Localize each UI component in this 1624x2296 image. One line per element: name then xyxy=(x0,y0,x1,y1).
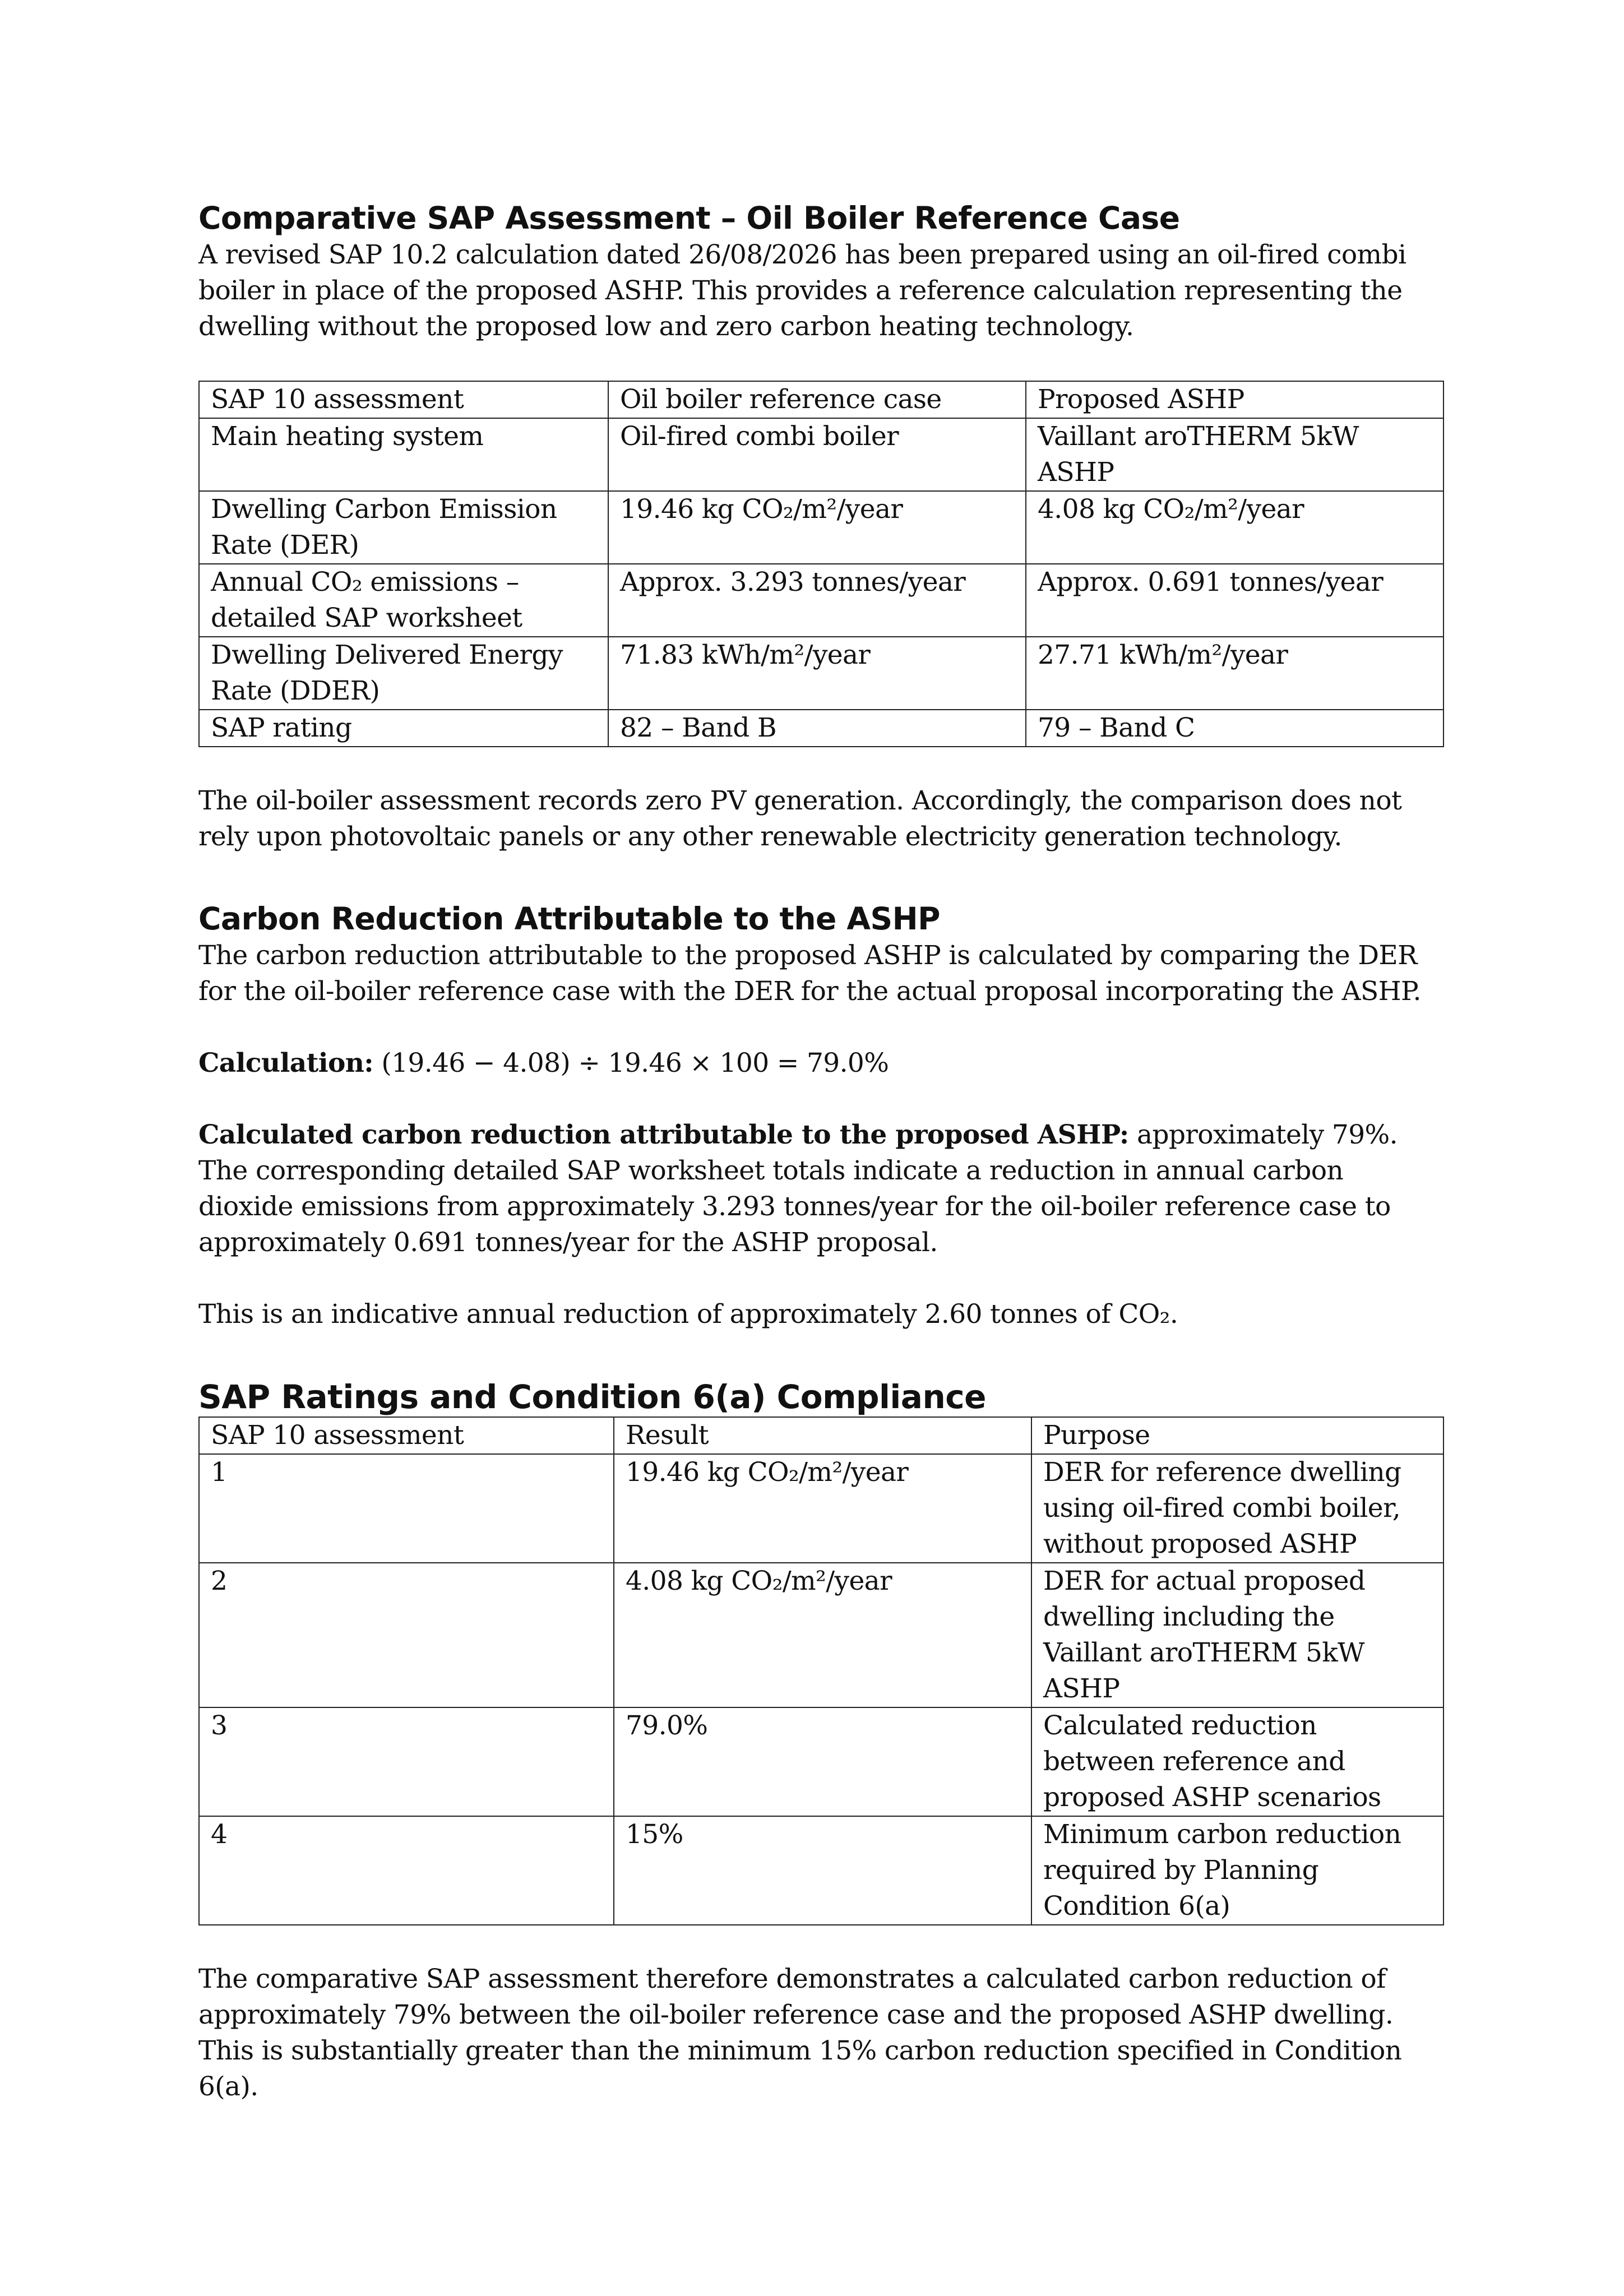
table-cell: Approx. 0.691 tonnes/year xyxy=(1026,564,1443,637)
spacer xyxy=(198,1925,1443,1961)
table-cell: Approx. 3.293 tonnes/year xyxy=(608,564,1026,637)
worksheet-totals-text: The corresponding detailed SAP worksheet totals indicate a reduction in annual carbon dioxide emissions from approximately 3.293 tonnes/year for the oil-boiler reference case to approximately 0.691 tonnes/year for the ASHP proposal. xyxy=(198,1155,1391,1258)
calculation-line xyxy=(198,1045,1443,1081)
table-cell: Dwelling Carbon Emission Rate (DER) xyxy=(199,491,608,564)
spacer xyxy=(198,747,1443,783)
conclusion-text: The comparative SAP assessment therefore demonstrates a calculated carbon reduction of approximately 79% between the oil-boiler reference case and the proposed ASHP dwelling. This is substantially greater than the minimum 15% carbon reduction specified in Condition 6(a). xyxy=(198,1964,1402,2102)
table-cell: SAP rating xyxy=(199,710,608,747)
spacer xyxy=(198,345,1443,381)
table-header-cell: Result xyxy=(614,1417,1031,1454)
calculated-reduction-value: approximately 79%. xyxy=(1128,1119,1398,1150)
table-row xyxy=(199,637,1443,710)
table-cell: 82 – Band B xyxy=(608,710,1026,747)
table-header-cell: SAP 10 assessment xyxy=(199,1417,614,1454)
table-header-cell: Purpose xyxy=(1031,1417,1443,1454)
comparison-table xyxy=(198,381,1444,747)
table-cell: 4.08 kg CO₂/m²/year xyxy=(614,1563,1031,1707)
carbon-reduction-intro: The carbon reduction attributable to the proposed ASHP is calculated by comparing the DER for the oil-boiler reference case with the DER for the actual proposal incorporating the ASHP. xyxy=(198,940,1421,1007)
document-page xyxy=(198,199,1443,2105)
spacer xyxy=(198,855,1443,900)
section-heading-carbon-reduction: Carbon Reduction Attributable to the ASHP xyxy=(198,901,940,937)
table-cell: 15% xyxy=(614,1816,1031,1925)
table-cell: Vaillant aroTHERM 5kW ASHP xyxy=(1026,418,1443,491)
section-heading-comparative-sap: Comparative SAP Assessment – Oil Boiler Reference Case xyxy=(198,200,1180,236)
table-row xyxy=(199,1454,1443,1563)
table-cell: Calculated reduction between reference and proposed ASHP scenarios xyxy=(1031,1707,1443,1816)
table-row xyxy=(199,1707,1443,1816)
table-cell: 27.71 kWh/m²/year xyxy=(1026,637,1443,710)
table-cell: 3 xyxy=(199,1707,614,1816)
table-cell: 79.0% xyxy=(614,1707,1031,1816)
table-row xyxy=(199,564,1443,637)
table-cell: Minimum carbon reduction required by Planning Condition 6(a) xyxy=(1031,1816,1443,1925)
compliance-table xyxy=(198,1417,1444,1925)
spacer xyxy=(198,1261,1443,1297)
table-cell: 71.83 kWh/m²/year xyxy=(608,637,1026,710)
spacer xyxy=(198,1081,1443,1117)
table-row xyxy=(199,491,1443,564)
table-row xyxy=(199,418,1443,491)
table-header-cell: Oil boiler reference case xyxy=(608,381,1026,418)
indicative-reduction-text: This is an indicative annual reduction of approximately 2.60 tonnes of CO₂. xyxy=(198,1299,1178,1330)
table-cell: Annual CO₂ emissions – detailed SAP worksheet xyxy=(199,564,608,637)
table-cell: 4.08 kg CO₂/m²/year xyxy=(1026,491,1443,564)
table-cell: Oil-fired combi boiler xyxy=(608,418,1026,491)
calculation-value: (19.46 − 4.08) ÷ 19.46 × 100 = 79.0% xyxy=(373,1048,889,1078)
calculated-reduction-line xyxy=(198,1117,1443,1153)
table-cell: DER for reference dwelling using oil-fired combi boiler, without proposed ASHP xyxy=(1031,1454,1443,1563)
table-cell: 1 xyxy=(199,1454,614,1563)
table-cell: 19.46 kg CO₂/m²/year xyxy=(608,491,1026,564)
pv-note: The oil-boiler assessment records zero PV generation. Accordingly, the comparison does not rely upon photovoltaic panels or any other renewable electricity generation technology. xyxy=(198,785,1402,852)
table-cell: 79 – Band C xyxy=(1026,710,1443,747)
table-row xyxy=(199,710,1443,747)
table-cell: 19.46 kg CO₂/m²/year xyxy=(614,1454,1031,1563)
spacer xyxy=(198,1010,1443,1045)
table-header-cell: Proposed ASHP xyxy=(1026,381,1443,418)
table-cell: Main heating system xyxy=(199,418,608,491)
calculated-reduction-label: Calculated carbon reduction attributable to the proposed ASHP: xyxy=(198,1119,1129,1150)
section-heading-sap-ratings: SAP Ratings and Condition 6(a) Compliance xyxy=(198,1378,986,1416)
table-cell: 2 xyxy=(199,1563,614,1707)
table-row xyxy=(199,1816,1443,1925)
table-row xyxy=(199,1563,1443,1707)
table-header-cell: SAP 10 assessment xyxy=(199,381,608,418)
spacer xyxy=(198,1332,1443,1377)
comparative-sap-intro: A revised SAP 10.2 calculation dated 26/08/2026 has been prepared using an oil-fired combi boiler in place of the proposed ASHP. This provides a reference calculation representing the dwelling without the proposed low and zero carbon heating technology. xyxy=(198,239,1406,342)
table-header-row xyxy=(199,381,1443,418)
table-cell: 4 xyxy=(199,1816,614,1925)
table-cell: DER for actual proposed dwelling including the Vaillant aroTHERM 5kW ASHP xyxy=(1031,1563,1443,1707)
table-header-row xyxy=(199,1417,1443,1454)
table-cell: Dwelling Delivered Energy Rate (DDER) xyxy=(199,637,608,710)
calculation-label: Calculation: xyxy=(198,1048,374,1078)
